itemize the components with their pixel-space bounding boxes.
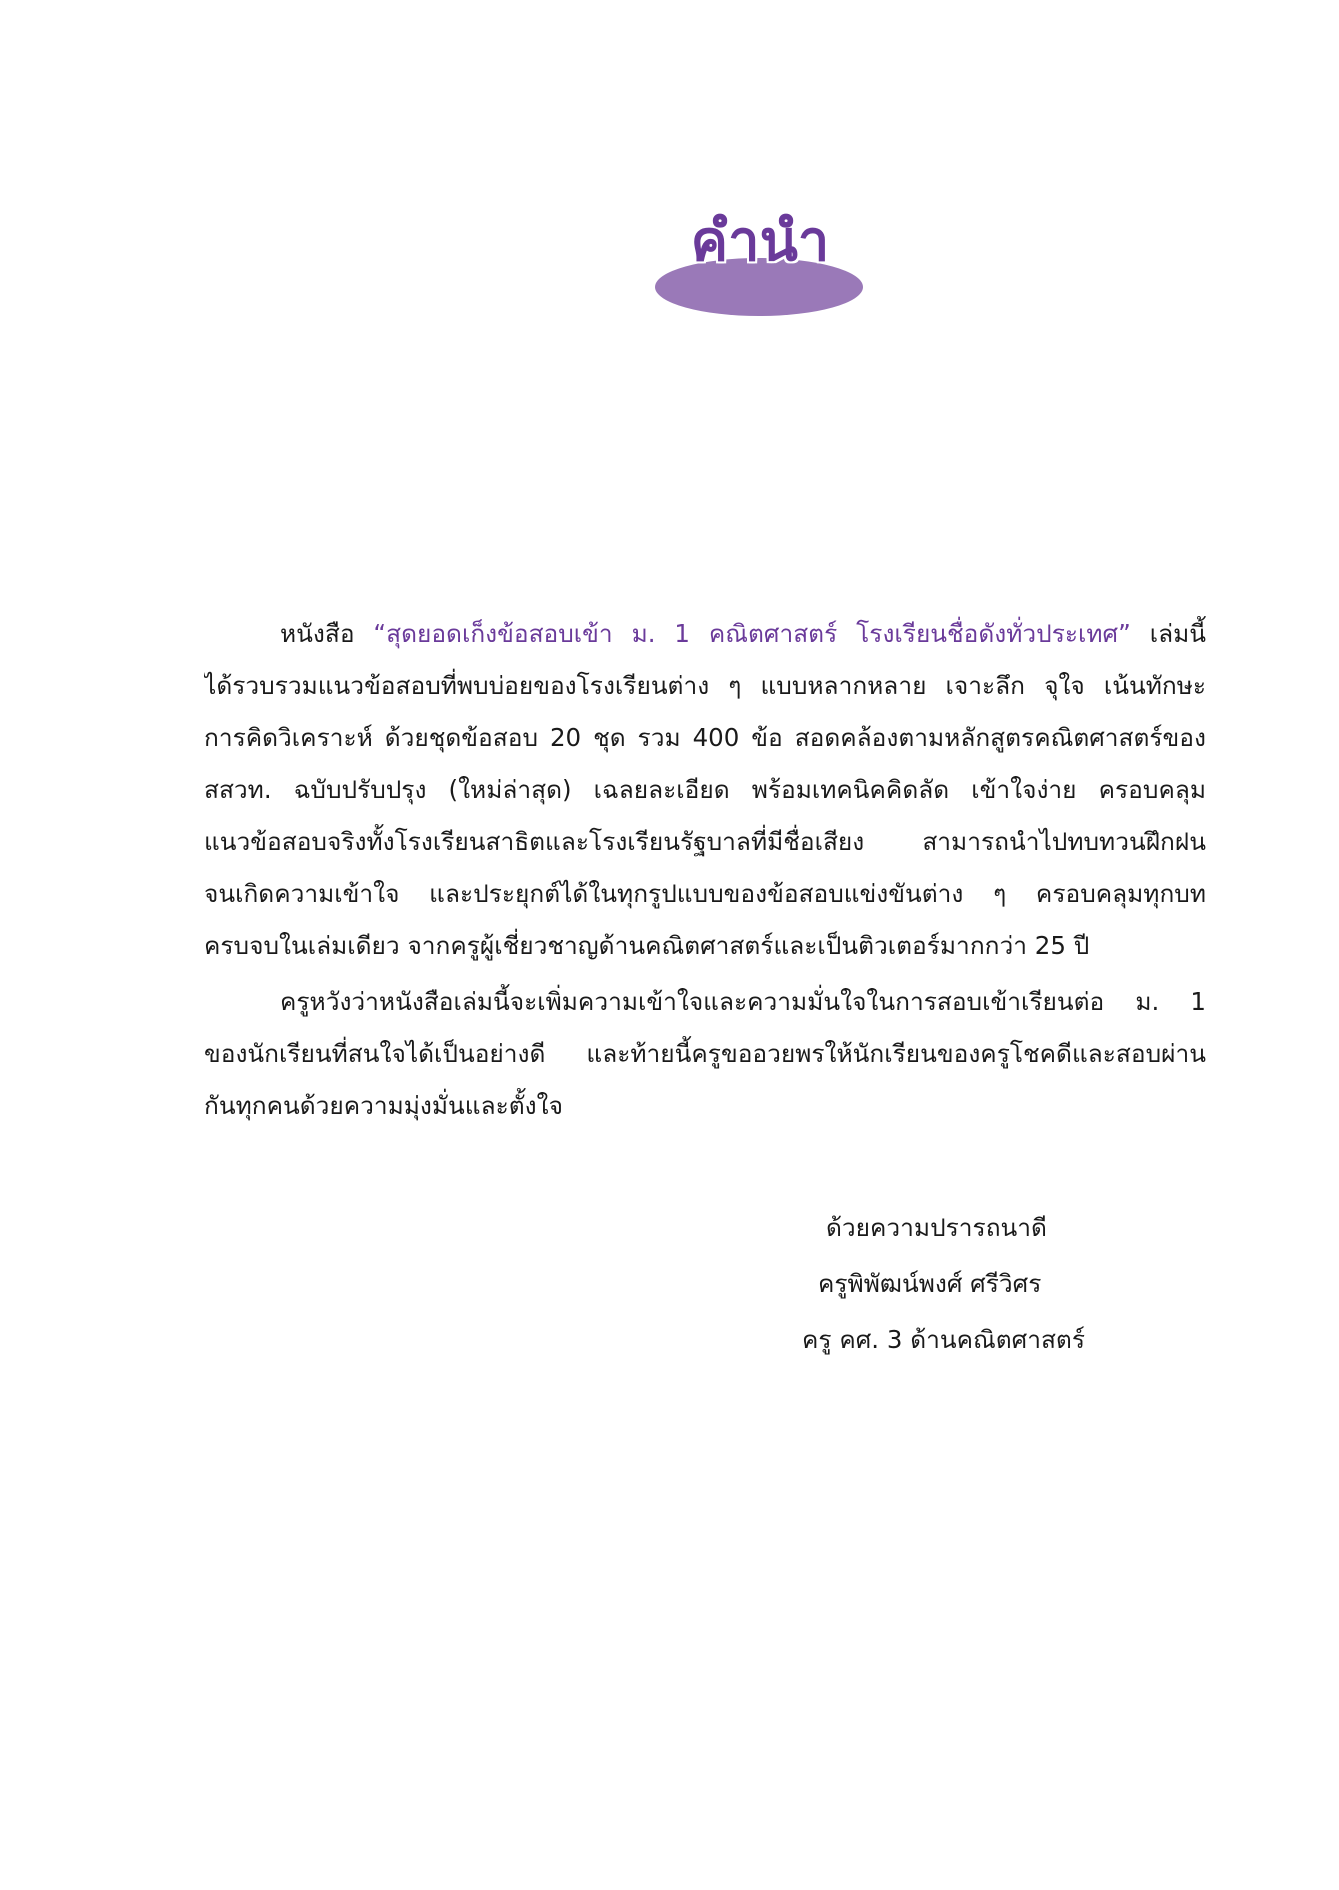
paragraph-2-line-3: กันทุกคนด้วยความมุ่งมั่นและตั้งใจ — [204, 1091, 563, 1120]
paragraph-1-line-6: จนเกิดความเข้าใจ และประยุกต์ได้ในทุกรูปแบบของข้อสอบแข่งขันต่าง ๆ ครอบคลุมทุกบท — [204, 879, 1206, 908]
paragraph-1-line-1 — [204, 608, 1206, 660]
signature-name: ครูพิพัฒน์พงศ์ ศรีวิศร — [818, 1269, 1042, 1298]
book-intro-prefix: หนังสือ — [280, 619, 374, 648]
paragraph-1-line-2: ได้รวบรวมแนวข้อสอบที่พบบ่อยของโรงเรียนต่าง ๆ แบบหลากหลาย เจาะลึก จุใจ เน้นทักษะ — [204, 671, 1206, 700]
paragraph-1-line-3: การคิดวิเคราะห์ ด้วยชุดข้อสอบ 20 ชุด รวม 400 ข้อ สอดคล้องตามหลักสูตรคณิตศาสตร์ของ — [204, 723, 1206, 752]
paragraph-2-line-1: ครูหวังว่าหนังสือเล่มนี้จะเพิ่มความเข้าใจและความมั่นใจในการสอบเข้าเรียนต่อ ม. 1 — [280, 987, 1206, 1016]
signature-position: ครู คศ. 3 ด้านคณิตศาสตร์ — [802, 1325, 1086, 1354]
book-title-quote: “สุดยอดเก็งข้อสอบเข้า ม. 1 คณิตศาสตร์ โรงเรียนชื่อดังทั่วประเทศ” — [373, 619, 1131, 648]
paragraph-1-line-7: ครบจบในเล่มเดียว จากครูผู้เชี่ยวชาญด้านคณิตศาสตร์และเป็นติวเตอร์มากกว่า 25 ปี — [204, 931, 1090, 960]
paragraph-1-line-5: แนวข้อสอบจริงทั้งโรงเรียนสาธิตและโรงเรียนรัฐบาลที่มีชื่อเสียง สามารถนำไปทบทวนฝึกฝน — [204, 827, 1206, 856]
preface-body — [204, 608, 1206, 1132]
signature-block — [790, 1200, 1130, 1368]
signature-closing: ด้วยความปรารถนาดี — [826, 1213, 1047, 1242]
page-title: คำนำ — [690, 209, 830, 274]
paragraph-1-line-4: สสวท. ฉบับปรับปรุง (ใหม่ล่าสุด) เฉลยละเอียด พร้อมเทคนิคคิดลัด เข้าใจง่าย ครอบคลุม — [204, 775, 1206, 804]
page-title-block — [655, 196, 865, 320]
paragraph-2-line-2: ของนักเรียนที่สนใจได้เป็นอย่างดี และท้ายนี้ครูขออวยพรให้นักเรียนของครูโชคดีและสอบผ่าน — [204, 1039, 1206, 1068]
book-intro-suffix: เล่มนี้ — [1130, 619, 1206, 648]
